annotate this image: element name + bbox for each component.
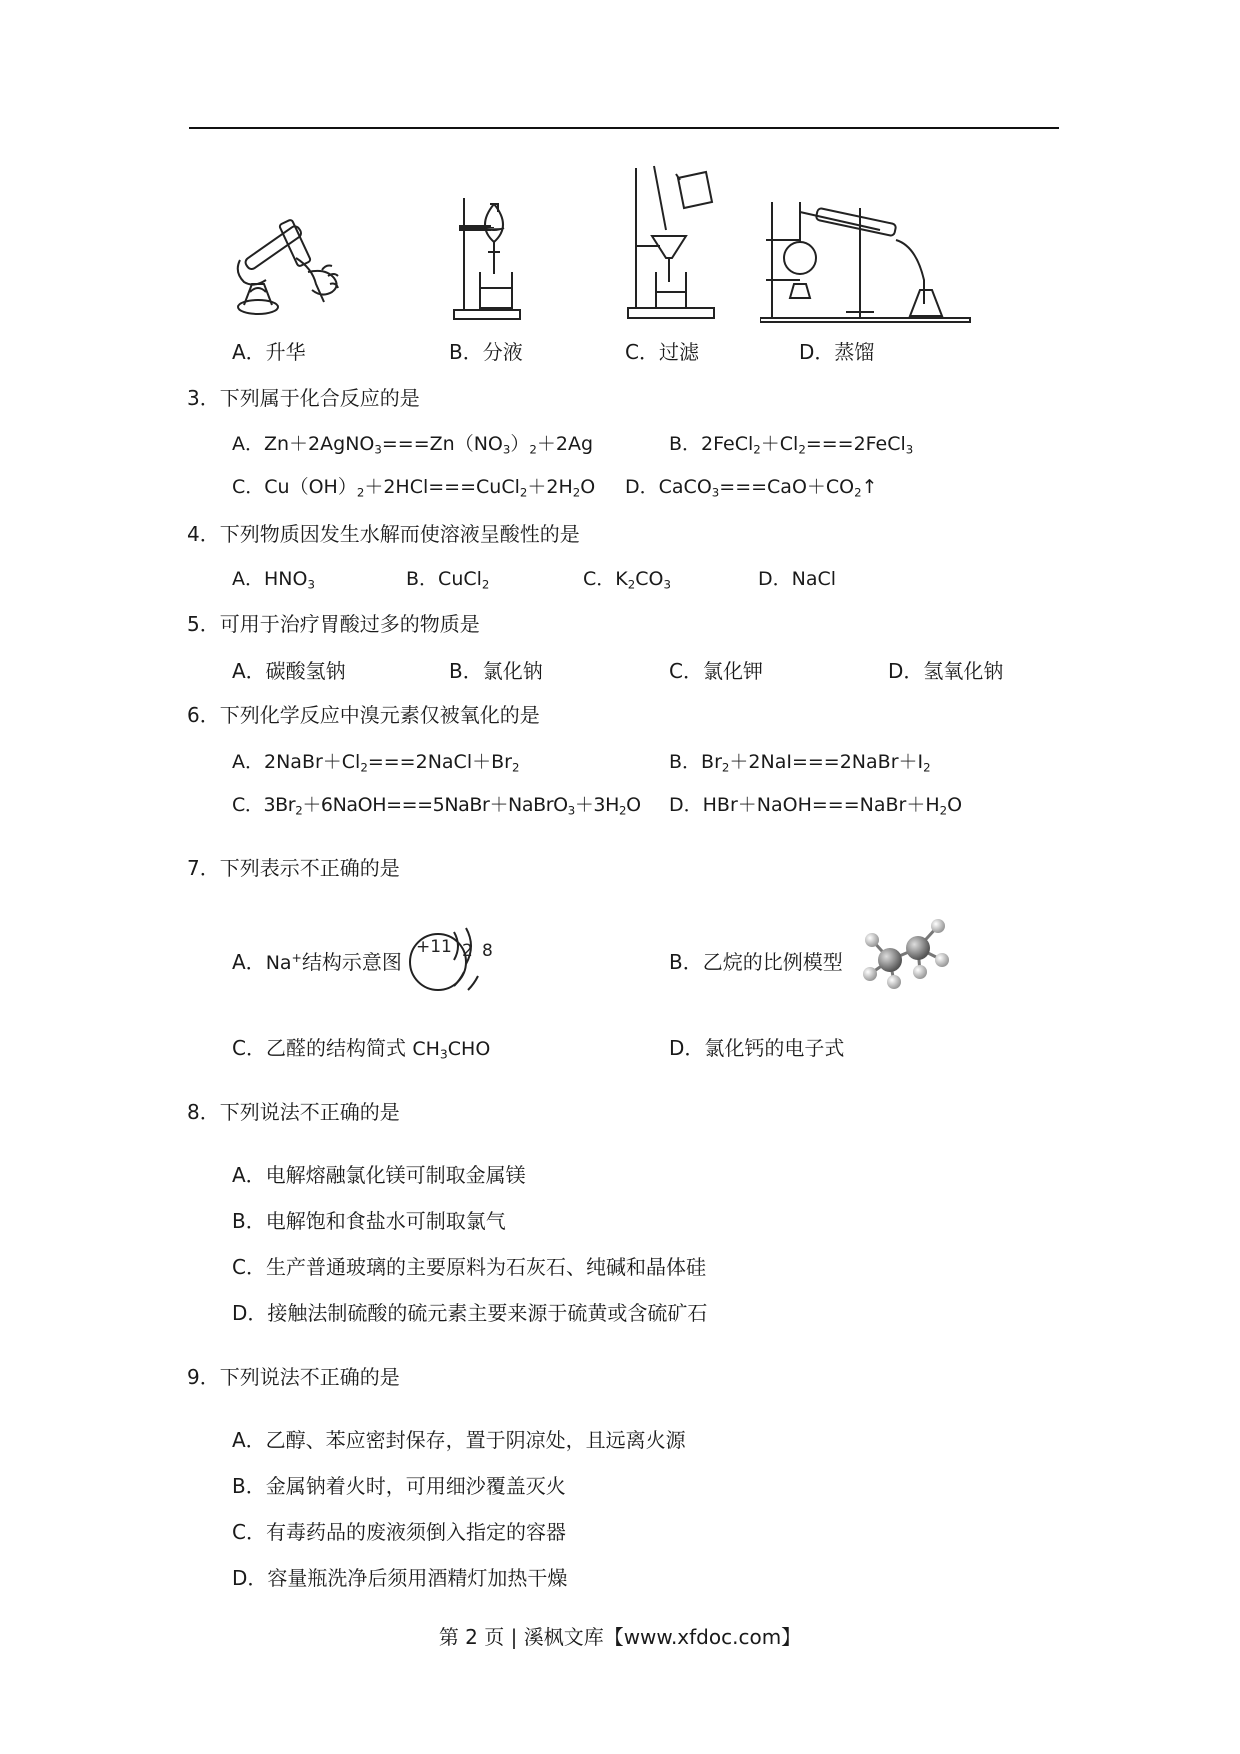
q9-option-d: D．容量瓶洗净后须用酒精灯加热干燥 xyxy=(232,1566,568,1590)
distillation-apparatus-image xyxy=(760,172,975,324)
q9-stem: 9．下列说法不正确的是 xyxy=(187,1365,400,1389)
q9-option-c: C．有毒药品的废液须倒入指定的容器 xyxy=(232,1520,566,1544)
shell1-electrons: 2 xyxy=(462,941,473,961)
q4-option-b: B．CuCl$_2$ xyxy=(406,568,490,592)
q9-option-b: B．金属钠着火时，可用细沙覆盖灭火 xyxy=(232,1474,566,1498)
q4-option-c: C．$K_2CO_3$ xyxy=(583,568,671,592)
q7-stem: 7．下列表示不正确的是 xyxy=(187,856,400,880)
q6-option-a: A．$2NaBr+Cl_2===2NaCl+Br_2$ xyxy=(232,751,520,775)
separatory-funnel-image xyxy=(450,192,530,322)
q9-option-a: A．乙醇、苯应密封保存，置于阴凉处，且远离火源 xyxy=(232,1428,686,1452)
filtration-apparatus-image xyxy=(622,160,722,322)
q8-option-d: D．接触法制硫酸的硫元素主要来源于硫黄或含硫矿石 xyxy=(232,1301,708,1325)
sublimation-apparatus-image xyxy=(230,210,360,320)
q3-option-a: A．$Zn+2AgNO_3===Zn(NO_3)_2+2Ag$ xyxy=(232,433,594,457)
q5-stem: 5．可用于治疗胃酸过多的物质是 xyxy=(187,612,480,636)
page-footer: 第 2 页 | 溪枫文库【www.xfdoc.com】 xyxy=(438,1625,802,1649)
q7-option-d: D．氯化钙的电子式 xyxy=(669,1036,845,1060)
header-rule xyxy=(189,127,1059,129)
nucleus-charge: +11 xyxy=(416,937,452,957)
q6-option-c: C．$3Br_2+6NaOH===5NaBr+NaBrO_3+3H_2O$ xyxy=(232,794,641,818)
q2-option-a: A．升华 xyxy=(232,340,306,364)
q6-option-d: D．$HBr+NaOH===NaBr+H_2O$ xyxy=(669,794,963,818)
q4-option-d: D．NaCl xyxy=(758,568,837,590)
q5-option-a: A．碳酸氢钠 xyxy=(232,659,346,683)
q2-option-d: D．蒸馏 xyxy=(799,340,875,364)
sodium-ion-structure-diagram xyxy=(408,922,503,1002)
q8-option-b: B．电解饱和食盐水可制取氯气 xyxy=(232,1209,506,1233)
q8-stem: 8．下列说法不正确的是 xyxy=(187,1100,400,1124)
q4-option-a: A．$HNO_3$ xyxy=(232,568,315,592)
q2-option-c: C．过滤 xyxy=(625,340,699,364)
q3-stem: 3．下列属于化合反应的是 xyxy=(187,386,420,410)
q3-option-d: D．$CaCO_3===CaO+CO_2↑$ xyxy=(625,476,878,500)
q4-stem: 4．下列物质因发生水解而使溶液呈酸性的是 xyxy=(187,522,580,546)
q3-option-b: B．$2FeCl_2+Cl_2===2FeCl_3$ xyxy=(669,433,914,457)
q5-option-d: D．氢氧化钠 xyxy=(888,659,1004,683)
q6-option-b: B．$Br_2+2NaI===2NaBr+I_2$ xyxy=(669,751,931,775)
shell2-electrons: 8 xyxy=(482,941,493,961)
q2-option-b: B．分液 xyxy=(449,340,523,364)
q6-stem: 6．下列化学反应中溴元素仅被氧化的是 xyxy=(187,703,540,727)
q7-option-b: B．乙烷的比例模型 xyxy=(669,950,843,974)
q8-option-c: C．生产普通玻璃的主要原料为石灰石、纯碱和晶体硅 xyxy=(232,1255,706,1279)
q7-option-a: A．Na+结构示意图 xyxy=(232,950,402,974)
q8-option-a: A．电解熔融氯化镁可制取金属镁 xyxy=(232,1163,526,1187)
q5-option-b: B．氯化钠 xyxy=(449,659,543,683)
q5-option-c: C．氯化钾 xyxy=(669,659,763,683)
q7-option-c: C．乙醛的结构简式 $CH_3CHO$ xyxy=(232,1036,491,1062)
ethane-model-image xyxy=(858,910,958,1010)
q3-option-c: C．$Cu(OH)_2+2HCl===CuCl_2+2H_2O$ xyxy=(232,476,596,500)
